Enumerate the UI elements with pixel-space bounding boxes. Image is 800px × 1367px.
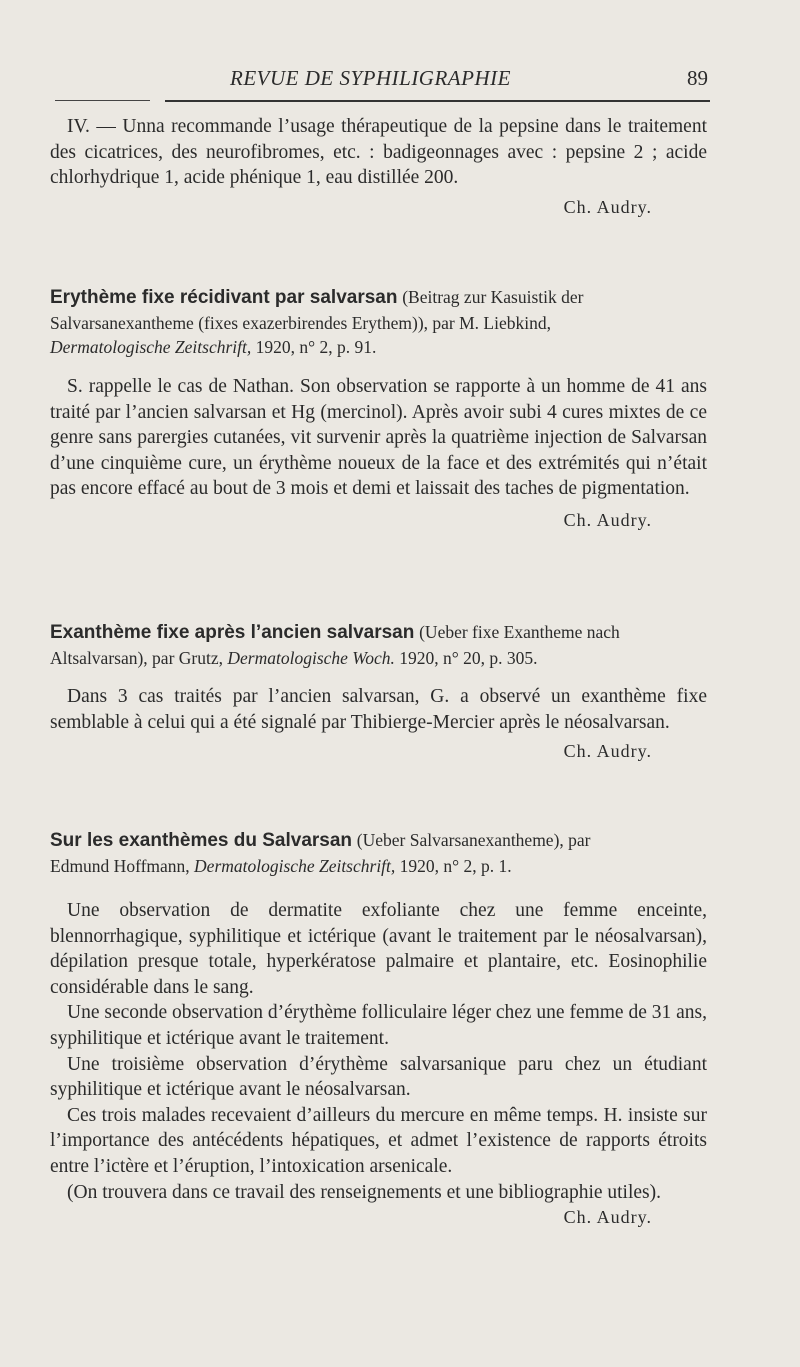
article-3-para-1: Une observation de dermatite exfoliante chez une femme enceinte, blennorrhagique, syphilitique et ictérique (avant le traitement par le néosalvarsan), dépilation presque totale, hyperkératose palmaire et plantaire, etc. Eosinophilie considérable dans le sang. [50,900,707,998]
article-exantheme-fixe [50,620,707,762]
article-2-citation-1: (Ueber fixe Exantheme nach [419,622,620,642]
header-rule-long [165,100,710,102]
article-2-title: Exanthème fixe après l’ancien salvarsan [50,622,415,643]
article-3-journal: Dermatologische Zeitschrift, [194,856,396,876]
article-1-citation-2: Salvarsanexantheme (fixes exazerbirendes Erythem)), par M. Liebkind, [50,313,551,333]
article-3-para-5: (On trouvera dans ce travail des renseignements et une bibliographie utiles). [67,1181,662,1203]
article-3-para-3: Une troisième observation d’érythème salvarsanique paru chez un étudiant syphilitique et ictérique avant le néosalvarsan. [50,1053,707,1101]
article-2-issue: 1920, n° 20, p. 305. [399,648,538,668]
header-rule-short [55,100,150,101]
article-2-signature: Ch. Audry. [563,741,652,762]
page-header [55,66,710,96]
article-1-issue: 1920, n° 2, p. 91. [255,337,377,357]
article-3-para-2: Une seconde observation d’érythème folliculaire léger chez une femme de 31 ans, syphilitique et ictérique avant le traitement. [50,1002,707,1049]
page-number: 89 [687,66,708,90]
article-3-para-4: Ces trois malades recevaient d’ailleurs du mercure en même temps. H. insiste sur l’importance des antécédents hépatiques, et admet l’existence de rapports étroits entre l’ictère et l’éruption, l’intoxication arsenicale. [50,1104,707,1177]
article-1-title: Erythème fixe récidivant par salvarsan [50,287,398,308]
article-1-body: S. rappelle le cas de Nathan. Son observation se rapporte à un homme de 41 ans traité par l’ancien salvarsan et Hg (mercinol). Après avoir subi 4 cures mixtes de ce genre sans parergies cutanées, vit survenir après la quatrième injection de Salvarsan d’une cinquième cure, un érythème noueux de la face et des extrémités qui n’était pas encore effacé au bout de 3 mois et demi et laissait des taches de pigmentation. [50,376,707,500]
article-1-reference [50,335,707,359]
section-iv-signature: Ch. Audry. [563,196,652,217]
article-2-reference [50,646,707,670]
article-3-reference [50,854,707,878]
article-2-journal: Dermatologische Woch. [227,648,395,668]
running-title: REVUE DE SYPHILIGRAPHIE [230,66,511,90]
section-iv-paragraph: IV. — Unna recommande l’usage thérapeutique de la pepsine dans le traitement des cicatrices, des neurofibromes, etc. : badigeonnages avec : pepsine 2 ; acide chlorhydrique 1, acide phénique 1, eau distillée 200. [50,116,707,189]
article-3-signature: Ch. Audry. [563,1207,652,1228]
article-2-heading [50,620,707,646]
article-1-citation-1: (Beitrag zur Kasuistik der [402,287,584,307]
article-3-heading [50,828,707,854]
article-2-citation-2: Altsalvarsan), par Grutz, [50,648,223,668]
article-erytheme-fixe [50,285,707,531]
article-3-title: Sur les exanthèmes du Salvarsan [50,830,353,851]
section-iv [50,114,707,218]
article-2-body: Dans 3 cas traités par l’ancien salvarsan, G. a observé un exanthème fixe semblable à celui qui a été signalé par Thibierge-Mercier après le néosalvarsan. [50,686,707,733]
article-1-heading [50,285,707,311]
article-3-author: Edmund Hoffmann, [50,856,190,876]
article-1-signature: Ch. Audry. [563,509,652,530]
article-3-citation-1: (Ueber Salvarsanexantheme), par [356,830,591,850]
article-3-issue: 1920, n° 2, p. 1. [399,856,512,876]
article-exanthemes-salvarsan [50,828,707,1228]
article-1-journal: Dermatologische Zeitschrift, [50,337,252,357]
